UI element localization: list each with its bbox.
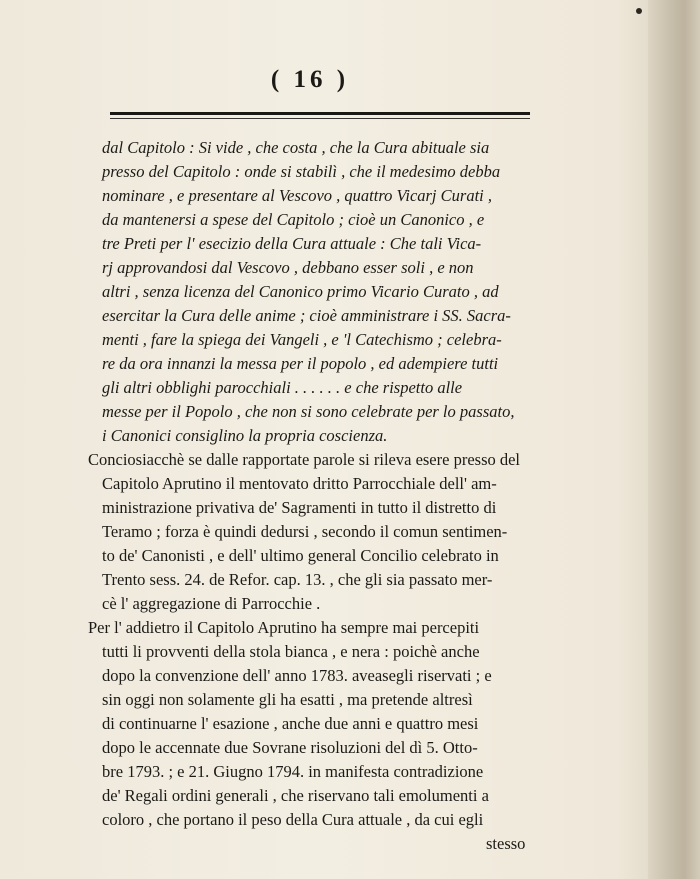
paragraph-line: dopo le accennate due Sovrane risoluzioni del dì 5. Otto-: [102, 738, 478, 757]
quote-line: dal Capitolo : Si vide , che costa , che la Cura abituale sia: [102, 138, 490, 157]
quote-line: menti , fare la spiega dei Vangeli , e 'l Catechismo ; celebra-: [102, 330, 502, 349]
quote-line: nominare , e presentare al Vescovo , quattro Vicarj Curati ,: [102, 186, 492, 205]
paragraph-line: ministrazione privativa de' Sagramenti in tutto il distretto di: [102, 498, 497, 517]
paragraph-line: Per l' addietro il Capitolo Aprutino ha sempre mai percepiti: [88, 618, 480, 637]
page-body: [0, 128, 700, 879]
header-rule: [110, 112, 530, 115]
quote-line: esercitar la Cura delle anime ; cioè amministrare i SS. Sacra-: [102, 306, 511, 325]
quote-line: presso del Capitolo : onde si stabilì , che il medesimo debba: [102, 162, 501, 181]
quote-line: gli altri obblighi parocchiali . . . . . . e che rispetto alle: [102, 378, 463, 397]
ink-speck: [636, 8, 642, 14]
paragraph-line: cè l' aggregazione di Parrocchie .: [102, 594, 321, 613]
paragraph-line: bre 1793. ; e 21. Giugno 1794. in manifesta contradizione: [102, 762, 484, 781]
paragraph-line: Teramo ; forza è quindi dedursi , secondo il comun sentimen-: [102, 522, 508, 541]
quote-line: i Canonici consiglino la propria coscienza.: [102, 426, 388, 445]
paragraph-line: Conciosiacchè se dalle rapportate parole si rileva esere presso del: [88, 450, 521, 469]
paragraph-line: coloro , che portano il peso della Cura attuale , da cui egli: [102, 810, 484, 829]
paragraph-line: Capitolo Aprutino il mentovato dritto Parrocchiale dell' am-: [102, 474, 497, 493]
quote-line: messe per il Popolo , che non si sono celebrate per lo passato,: [102, 402, 515, 421]
paragraph-line: de' Regali ordini generali , che riservano tali emolumenti a: [102, 786, 489, 805]
paragraph-line: to de' Canonisti , e dell' ultimo general Concilio celebrato in: [102, 546, 499, 565]
quote-line: altri , senza licenza del Canonico primo Vicario Curato , ad: [102, 282, 499, 301]
paragraph-line: tutti li provventi della stola bianca , e nera : poichè anche: [102, 642, 480, 661]
quote-line: rj approvandosi dal Vescovo , debbano esser soli , e non: [102, 258, 474, 277]
paragraph-line: di continuarne l' esazione , anche due anni e quattro mesi: [102, 714, 479, 733]
catchword: stesso: [486, 834, 526, 853]
page-number: ( 16 ): [270, 66, 350, 93]
quote-line: tre Preti per l' esecizio della Cura attuale : Che tali Vica-: [102, 234, 482, 253]
paragraph-line: sin oggi non solamente gli ha esatti , ma pretende altresì: [102, 690, 473, 709]
paragraph-line: Trento sess. 24. de Refor. cap. 13. , che gli sia passato mer-: [102, 570, 493, 589]
header-rule-thin: [110, 118, 530, 119]
paragraph-line: dopo la convenzione dell' anno 1783. aveasegli riservati ; e: [102, 666, 492, 685]
quote-line: da mantenersi a spese del Capitolo ; cioè un Canonico , e: [102, 210, 485, 229]
quote-line: re da ora innanzi la messa per il popolo , ed adempiere tutti: [102, 354, 499, 373]
